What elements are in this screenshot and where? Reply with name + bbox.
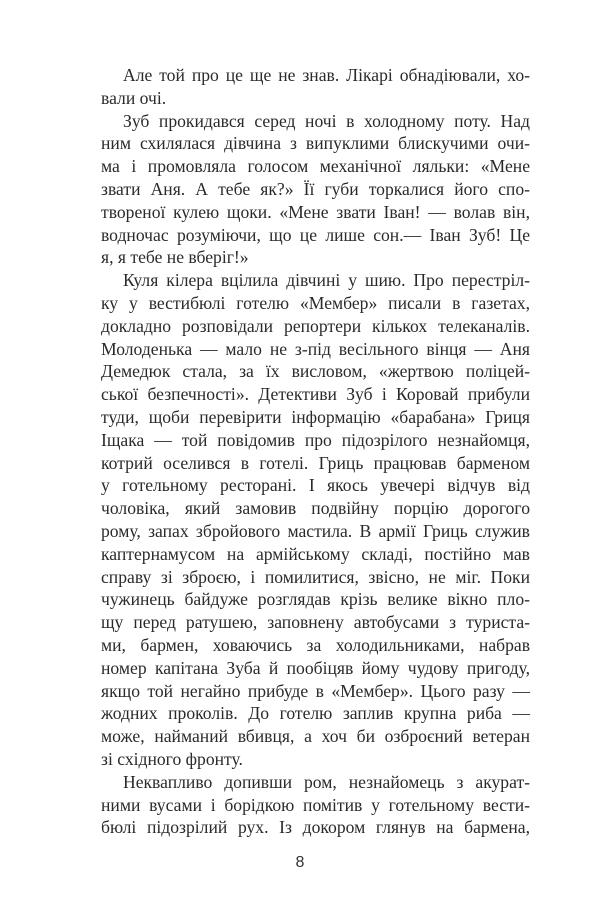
text-line: чоловіка, який замовив подвійну порцію дорогого bbox=[101, 498, 530, 519]
text-line: Іщака — той повідомив про підозрілого незнайомця, bbox=[101, 429, 530, 450]
text-line: Зуб прокидався серед ночі в холодному поту. Над bbox=[123, 110, 530, 131]
text-line: звати Аня. А тебе як?» Її губи торкалися його спо- bbox=[101, 178, 530, 199]
text-line: бюлі підозрілий рух. Із докором глянув на бармена, bbox=[101, 817, 530, 838]
text-line: Молоденька — мало не з-під весільного вінця — Аня bbox=[101, 338, 530, 359]
text-line: Демедюк стала, за їх висловом, «жертвою поліцей- bbox=[101, 361, 530, 382]
text-line: вали очі. bbox=[101, 87, 167, 108]
text-line: ку у вестибюлі готелю «Мембер» писали в газетах, bbox=[101, 292, 530, 313]
text-line: я, я тебе не вберіг!» bbox=[101, 247, 249, 268]
text-line: ми, бармен, ховаючись за холодильниками, набрав bbox=[101, 634, 530, 655]
text-line: справу зі зброєю, і помилитися, звісно, не міг. Поки bbox=[101, 566, 530, 587]
text-line: може, найманий вбивця, а хоч би озброєний ветеран bbox=[101, 726, 530, 747]
text-line: щу перед ратушею, заповнену автобусами з туриста- bbox=[101, 612, 530, 633]
text-line: номер капітана Зуба й пообіцяв йому чудову пригоду, bbox=[101, 657, 530, 678]
text-line: ним схилялася дівчина з випуклими блискучими очи- bbox=[101, 133, 530, 154]
text-line: туди, щоби перевірити інформацію «барабана» Гриця bbox=[101, 406, 530, 427]
text-line: жодних проколів. До готелю заплив крупна риба — bbox=[101, 703, 530, 724]
text-line: Але той про це ще не знав. Лікарі обнадіювали, хо- bbox=[123, 65, 530, 85]
text-line: котрий оселився в готелі. Гриць працював барменом bbox=[101, 452, 530, 473]
text-line: докладно розповідали репортери кількох телеканалів. bbox=[101, 315, 530, 336]
text-line: Неквапливо допивши ром, незнайомець з акурат- bbox=[123, 771, 530, 792]
page-number: 8 bbox=[295, 854, 305, 871]
text-line: каптернамусом на армійському складі, постійно мав bbox=[101, 543, 530, 564]
text-line: твореної кулею щоки. «Мене звати Іван! — волав він, bbox=[101, 201, 530, 222]
text-line: Куля кілера вцілила дівчині у шию. Про перестріл- bbox=[123, 270, 530, 291]
text-line: рому, запах збройового мастила. В армії Гриць служив bbox=[101, 520, 530, 541]
text-line: чужинець байдуже розглядав крізь велике вікно пло- bbox=[101, 589, 530, 610]
text-line: у готельному ресторані. І якось увечері відчув від bbox=[101, 475, 530, 496]
text-line: ма і промовляла голосом механічної ляльки: «Мене bbox=[101, 156, 530, 177]
text-line: якщо той негайно прибуде в «Мембер». Цього разу — bbox=[101, 680, 530, 701]
text-line: ської безпечності». Детективи Зуб і Коровай прибули bbox=[101, 384, 530, 405]
text-line: ними вусами і борідкою помітив у готельному вести- bbox=[101, 794, 530, 815]
body-text bbox=[101, 64, 530, 839]
text-line: зі східного фронту. bbox=[101, 748, 243, 769]
text-line: водночас розуміючи, що це лише сон.— Іван Зуб! Це bbox=[101, 224, 530, 245]
